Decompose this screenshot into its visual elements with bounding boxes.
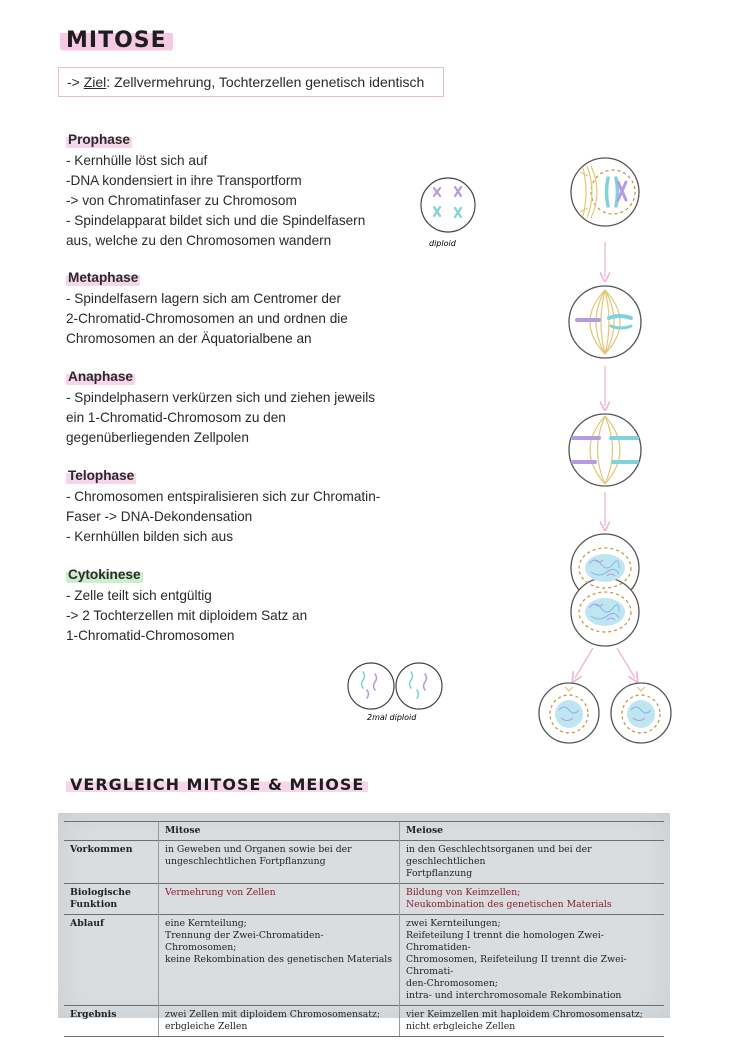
- comparison-title: VERGLEICH MITOSE & MEIOSE: [66, 775, 368, 794]
- cell-meiose: [400, 915, 665, 1006]
- phase-line: 1-Chromatid-Chromosomen: [66, 628, 235, 643]
- cell-line: keine Rekombination des genetischen Materials: [165, 954, 393, 965]
- cell-line: Bildung von Keimzellen;: [406, 887, 521, 898]
- phase-line: - Zelle teilt sich entgültig: [66, 588, 212, 603]
- row-label: Biologische Funktion: [64, 884, 159, 915]
- cell-line: Chromosomen, Reifeteilung II trennt die Zwei-Chromati-: [406, 954, 627, 977]
- phase-heading: Telophase: [66, 466, 136, 486]
- cell-line: in den Geschlechtsorganen und bei der geschlechtlichen: [406, 844, 592, 867]
- phase-line: aus, welche zu den Chromosomen wandern: [66, 233, 332, 248]
- phase-anaphase: [66, 367, 406, 448]
- phase-line: gegenüberliegenden Zellpolen: [66, 430, 249, 445]
- cell-mitose: [159, 841, 400, 884]
- cell-line: ungeschlechtlichen Fortpflanzung: [165, 856, 326, 867]
- diploid-label: diploid: [429, 239, 456, 248]
- cell-line: zwei Kernteilungen;: [406, 918, 501, 929]
- cell-line: nicht erbgleiche Zellen: [406, 1021, 516, 1032]
- phase-metaphase: [66, 268, 406, 349]
- phase-heading: Metaphase: [66, 268, 140, 288]
- daughter-cell-left-icon: [539, 683, 599, 743]
- cell-line: intra- und interchromosomale Rekombination: [406, 990, 622, 1001]
- phase-line: - Chromosomen entspiralisieren sich zur Chromatin-: [66, 489, 381, 504]
- cell-line: in Geweben und Organen sowie bei der: [165, 844, 352, 855]
- row-label: Ergebnis: [64, 1006, 159, 1037]
- goal-label: Ziel: [83, 74, 107, 90]
- prophase-cell-icon: [571, 158, 639, 226]
- phase-line: 2-Chromatid-Chromosomen an und ordnen die: [66, 311, 348, 326]
- cell-line: Reifeteilung I trennt die homologen Zwei-Chromatiden-: [406, 930, 604, 953]
- metaphase-cell-icon: [569, 286, 641, 358]
- telophase-cell-icon: [571, 534, 639, 646]
- cell-line: zwei Zellen mit diploidem Chromosomensatz;: [165, 1009, 381, 1020]
- table-header-mitose: Mitose: [159, 822, 400, 841]
- phase-line: - Spindelapparat bildet sich und die Spindelfasern: [66, 213, 366, 228]
- phase-heading: Prophase: [66, 130, 132, 150]
- goal-box: [58, 67, 444, 97]
- table-row: [64, 1006, 664, 1037]
- comparison-table-photo: [58, 813, 670, 1032]
- cell-line: den-Chromosomen;: [406, 978, 498, 989]
- cell-line: Neukombination des genetischen Materials: [406, 899, 612, 910]
- cell-line: Vermehrung von Zellen: [165, 887, 276, 898]
- table-row: [64, 841, 664, 884]
- table-row: [64, 915, 664, 1006]
- two-diploid-cells-illustration: [345, 660, 445, 725]
- cell-mitose: [159, 884, 400, 915]
- cell-line: Fortpflanzung: [406, 868, 473, 879]
- cell-line: eine Kernteilung;: [165, 918, 247, 929]
- phase-heading: Anaphase: [66, 367, 135, 387]
- cell-line: erbgleiche Zellen: [165, 1021, 248, 1032]
- table-header-empty: [64, 822, 159, 841]
- phase-line: -DNA kondensiert in ihre Transportform: [66, 173, 302, 188]
- row-label: Vorkommen: [64, 841, 159, 884]
- page-title: MITOSE: [60, 28, 173, 53]
- cell-meiose: [400, 1006, 665, 1037]
- phase-line: - Kernhülle löst sich auf: [66, 153, 208, 168]
- cell-line: vier Keimzellen mit haploidem Chromosomensatz;: [406, 1009, 643, 1020]
- phase-line: Faser -> DNA-Dekondensation: [66, 509, 253, 524]
- daughter-cell-right-icon: [611, 683, 671, 743]
- phase-line: Chromosomen an der Äquatorialbene an: [66, 331, 312, 346]
- table-row: [64, 884, 664, 915]
- goal-text: : Zellvermehrung, Tochterzellen genetisch identisch: [106, 74, 425, 90]
- cell-line: Trennung der Zwei-Chromatiden-Chromosomen;: [165, 930, 324, 953]
- diploid-cell-illustration: [415, 175, 485, 255]
- table-header-meiose: Meiose: [400, 822, 665, 841]
- mitosis-stages-illustration: [525, 150, 685, 760]
- phase-line: ein 1-Chromatid-Chromosom zu den: [66, 410, 286, 425]
- phase-line: - Spindelphasern verkürzen sich und ziehen jeweils: [66, 390, 376, 405]
- cell-meiose: [400, 841, 665, 884]
- cell-meiose: [400, 884, 665, 915]
- phase-prophase: [66, 130, 406, 251]
- anaphase-cell-icon: [569, 414, 641, 486]
- cell-mitose: [159, 1006, 400, 1037]
- phase-line: - Kernhüllen bilden sich aus: [66, 529, 234, 544]
- phase-line: -> von Chromatinfaser zu Chromosom: [66, 193, 297, 208]
- comparison-table: [64, 821, 664, 1037]
- row-label: Ablauf: [64, 915, 159, 1006]
- goal-prefix: ->: [67, 74, 84, 90]
- phase-line: - Spindelfasern lagern sich am Centromer der: [66, 291, 342, 306]
- cell-mitose: [159, 915, 400, 1006]
- phase-heading: Cytokinese: [66, 565, 143, 585]
- phase-cytokinese: [66, 565, 406, 646]
- phase-telophase: [66, 466, 406, 547]
- two-diploid-label: 2mal diploid: [367, 713, 417, 722]
- phase-line: -> 2 Tochterzellen mit diploidem Satz an: [66, 608, 308, 623]
